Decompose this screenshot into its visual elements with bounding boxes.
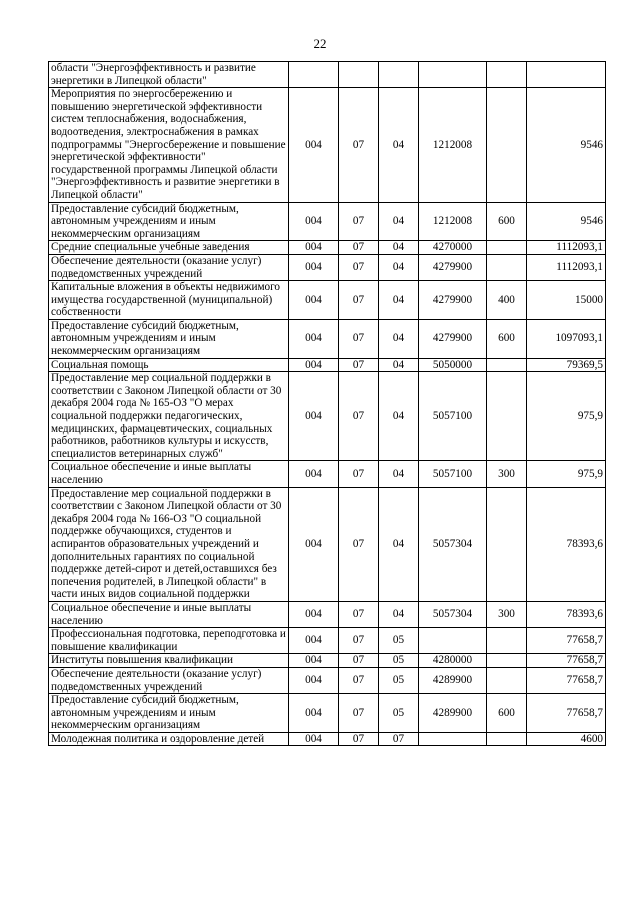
row-sum: 975,9	[527, 461, 606, 487]
row-name: Предоставление субсидий бюджетным, автономным учреждениям и иным некоммерческим организациям	[49, 319, 289, 358]
row-sum: 77658,7	[527, 667, 606, 693]
table-row	[49, 654, 606, 668]
row-ved: 004	[289, 654, 339, 668]
row-sum	[527, 62, 606, 88]
row-expense-type	[487, 654, 527, 668]
row-subsection: 04	[379, 88, 419, 202]
row-expense-type	[487, 487, 527, 601]
table-row	[49, 202, 606, 241]
row-expense-type: 400	[487, 281, 527, 320]
table-row	[49, 372, 606, 461]
row-target-code: 4279900	[419, 319, 487, 358]
row-expense-type	[487, 732, 527, 746]
row-name: Молодежная политика и оздоровление детей	[49, 732, 289, 746]
row-section: 07	[339, 319, 379, 358]
row-sum: 9546	[527, 88, 606, 202]
table-row	[49, 254, 606, 280]
row-expense-type	[487, 372, 527, 461]
row-ved: 004	[289, 732, 339, 746]
row-target-code: 1212008	[419, 202, 487, 241]
row-name: Социальное обеспечение и иные выплаты населению	[49, 461, 289, 487]
row-section: 07	[339, 241, 379, 255]
row-subsection: 04	[379, 487, 419, 601]
row-target-code: 1212008	[419, 88, 487, 202]
table-row	[49, 358, 606, 372]
row-name: Предоставление субсидий бюджетным, автономным учреждениям и иным некоммерческим организациям	[49, 202, 289, 241]
row-expense-type: 600	[487, 694, 527, 733]
row-sum: 78393,6	[527, 487, 606, 601]
row-ved: 004	[289, 372, 339, 461]
table-row	[49, 601, 606, 627]
row-ved: 004	[289, 281, 339, 320]
row-target-code: 4289900	[419, 667, 487, 693]
row-ved: 004	[289, 88, 339, 202]
row-section: 07	[339, 202, 379, 241]
row-ved: 004	[289, 254, 339, 280]
row-target-code	[419, 732, 487, 746]
row-target-code: 4280000	[419, 654, 487, 668]
row-sum: 9546	[527, 202, 606, 241]
row-name: Обеспечение деятельности (оказание услуг) подведомственных учреждений	[49, 254, 289, 280]
row-sum: 4600	[527, 732, 606, 746]
row-sum: 77658,7	[527, 654, 606, 668]
row-name: Институты повышения квалификации	[49, 654, 289, 668]
row-name: Мероприятия по энергосбережению и повышению энергетической эффективности систем теплоснабжения, водоснабжения, водоотведения, электроснабжения в рамках подпрограммы "Энергосбережение и повышение энергетической эффективности" государственной программы Липецкой области "Энергоэффективность и развитие энергетики в Липецкой области"	[49, 88, 289, 202]
row-subsection: 05	[379, 628, 419, 654]
row-target-code: 4270000	[419, 241, 487, 255]
row-ved: 004	[289, 628, 339, 654]
row-expense-type	[487, 628, 527, 654]
row-name: Социальная помощь	[49, 358, 289, 372]
row-expense-type	[487, 241, 527, 255]
table-row	[49, 628, 606, 654]
row-subsection: 05	[379, 654, 419, 668]
row-subsection: 04	[379, 254, 419, 280]
row-ved: 004	[289, 241, 339, 255]
row-expense-type	[487, 667, 527, 693]
row-ved: 004	[289, 601, 339, 627]
row-section: 07	[339, 732, 379, 746]
row-ved: 004	[289, 202, 339, 241]
row-sum: 15000	[527, 281, 606, 320]
row-subsection: 05	[379, 667, 419, 693]
row-target-code: 4279900	[419, 281, 487, 320]
table-row	[49, 487, 606, 601]
row-expense-type	[487, 254, 527, 280]
row-name: Предоставление субсидий бюджетным, автономным учреждениям и иным некоммерческим организациям	[49, 694, 289, 733]
row-section: 07	[339, 667, 379, 693]
row-ved: 004	[289, 694, 339, 733]
row-expense-type: 600	[487, 202, 527, 241]
row-section: 07	[339, 487, 379, 601]
row-section: 07	[339, 358, 379, 372]
row-subsection: 04	[379, 241, 419, 255]
row-ved: 004	[289, 358, 339, 372]
row-sum: 78393,6	[527, 601, 606, 627]
row-subsection: 04	[379, 372, 419, 461]
row-section: 07	[339, 628, 379, 654]
row-name: Предоставление мер социальной поддержки в соответствии с Законом Липецкой области от 30 декабря 2004 года № 165-ОЗ "О мерах социальной поддержки педагогических, медицинских, фармацевтических, социальных работников, работников культуры и искусств, специалистов ветеринарных служб"	[49, 372, 289, 461]
row-target-code	[419, 62, 487, 88]
table-row	[49, 62, 606, 88]
row-expense-type: 300	[487, 461, 527, 487]
row-section: 07	[339, 654, 379, 668]
row-ved: 004	[289, 461, 339, 487]
row-sum: 77658,7	[527, 694, 606, 733]
row-target-code: 5057304	[419, 601, 487, 627]
row-name: Профессиональная подготовка, переподготовка и повышение квалификации	[49, 628, 289, 654]
row-name: Средние специальные учебные заведения	[49, 241, 289, 255]
row-ved: 004	[289, 487, 339, 601]
row-target-code: 5050000	[419, 358, 487, 372]
table-row	[49, 461, 606, 487]
row-subsection: 04	[379, 202, 419, 241]
row-target-code	[419, 628, 487, 654]
row-subsection: 04	[379, 319, 419, 358]
row-ved: 004	[289, 319, 339, 358]
row-expense-type: 600	[487, 319, 527, 358]
row-subsection: 05	[379, 694, 419, 733]
row-section: 07	[339, 88, 379, 202]
row-ved: 004	[289, 667, 339, 693]
table-row	[49, 241, 606, 255]
row-expense-type: 300	[487, 601, 527, 627]
row-ved	[289, 62, 339, 88]
row-target-code: 5057304	[419, 487, 487, 601]
row-expense-type	[487, 88, 527, 202]
row-sum: 1097093,1	[527, 319, 606, 358]
row-subsection: 04	[379, 281, 419, 320]
row-section: 07	[339, 254, 379, 280]
row-section: 07	[339, 694, 379, 733]
row-expense-type	[487, 358, 527, 372]
row-target-code: 5057100	[419, 372, 487, 461]
row-name: Социальное обеспечение и иные выплаты населению	[49, 601, 289, 627]
row-name: Капитальные вложения в объекты недвижимого имущества государственной (муниципальной) собственности	[49, 281, 289, 320]
row-target-code: 4279900	[419, 254, 487, 280]
row-section: 07	[339, 461, 379, 487]
row-name: Обеспечение деятельности (оказание услуг) подведомственных учреждений	[49, 667, 289, 693]
row-subsection: 07	[379, 732, 419, 746]
table-body	[49, 62, 606, 746]
row-subsection	[379, 62, 419, 88]
table-row	[49, 88, 606, 202]
row-section	[339, 62, 379, 88]
table-row	[49, 319, 606, 358]
row-section: 07	[339, 601, 379, 627]
row-name: Предоставление мер социальной поддержки в соответствии с Законом Липецкой области от 30 декабря 2004 года № 166-ОЗ "О социальной поддержке обучающихся, студентов и аспирантов образовательных учреждений и дополнительных гарантиях по социальной поддержке детей-сирот и детей,оставшихся без попечения родителей, в Липецкой области" в части иных видов социальной поддержки	[49, 487, 289, 601]
row-target-code: 5057100	[419, 461, 487, 487]
row-sum: 77658,7	[527, 628, 606, 654]
row-sum: 1112093,1	[527, 241, 606, 255]
table-row	[49, 694, 606, 733]
table-row	[49, 732, 606, 746]
table-row	[49, 667, 606, 693]
row-expense-type	[487, 62, 527, 88]
row-section: 07	[339, 281, 379, 320]
row-sum: 79369,5	[527, 358, 606, 372]
row-subsection: 04	[379, 461, 419, 487]
row-section: 07	[339, 372, 379, 461]
page-number: 22	[313, 36, 327, 51]
budget-table	[48, 61, 606, 746]
row-target-code: 4289900	[419, 694, 487, 733]
row-name: области "Энергоэффективность и развитие энергетики в Липецкой области"	[49, 62, 289, 88]
table-row	[49, 281, 606, 320]
row-sum: 975,9	[527, 372, 606, 461]
row-subsection: 04	[379, 358, 419, 372]
row-sum: 1112093,1	[527, 254, 606, 280]
row-subsection: 04	[379, 601, 419, 627]
